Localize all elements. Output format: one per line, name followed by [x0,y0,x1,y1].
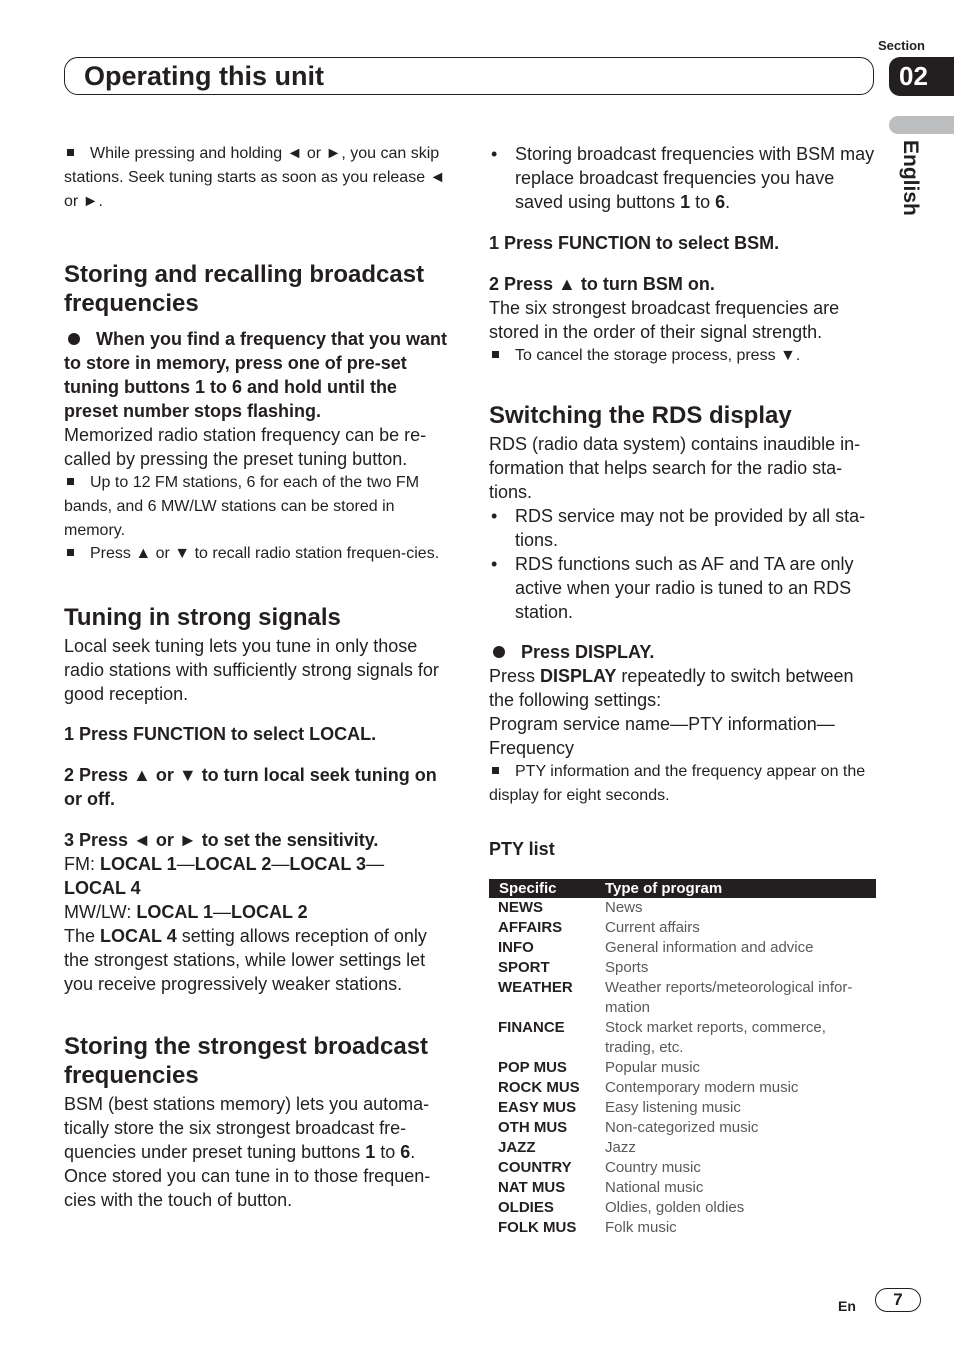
local4-explanation: The LOCAL 4 setting allows reception of only the strongest stations, while lower settings let you receive progressively weaker stations. [64,926,427,994]
tuning-step-1: 1 Press FUNCTION to select LOCAL. [64,724,377,744]
section-label: Section [878,38,925,53]
pty-description: Jazz [605,1139,636,1156]
heading-strongest-broadcast: Storing the strongest broadcast frequencies [64,1033,429,1089]
pty-code: ROCK MUS [498,1079,580,1096]
bsm-bullet: • Storing broadcast frequencies with BSM may replace broadcast frequencies you have saved using buttons 1 to 6. [491,144,875,212]
pty-description: Easy listening music [605,1099,741,1116]
table-row [489,1078,876,1098]
fm-sensitivity: FM: LOCAL 1—LOCAL 2—LOCAL 3— LOCAL 4 [64,854,385,898]
table-row [489,918,876,938]
square-bullet-icon [67,478,74,485]
tuning-step-2: 2 Press ▲ or ▼ to turn local seek tuning on or off. [64,765,437,809]
heading-storing-recalling: Storing and recalling broadcast frequencies [64,261,425,317]
table-row [489,978,876,1018]
pty-code: POP MUS [498,1059,567,1076]
pty-description: Folk music [605,1219,677,1236]
bsm-body: BSM (best stations memory) lets you automa-tically store the six strongest broadcast fre-quencies under preset tuning buttons 1 to 6. Once stored you can tune in to those frequen-cies with the touch of button. [64,1094,431,1210]
pty-code: NAT MUS [498,1179,566,1196]
page-title: Operating this unit [84,61,324,91]
heading-tuning-strong: Tuning in strong signals [64,604,341,631]
pty-description: Weather reports/meteorological infor-mation [605,979,853,1016]
square-bullet-icon [492,351,499,358]
pty-description: National music [605,1179,704,1196]
page-number: 7 [875,1288,921,1312]
table-row [489,1198,876,1218]
pty-description: Popular music [605,1059,701,1076]
language-tab [889,116,954,134]
pty-description: Oldies, golden oldies [605,1199,745,1216]
right-column [489,142,877,861]
store-note-1: Up to 12 FM stations, 6 for each of the two FM bands, and 6 MW/LW stations can be stored in memory. [64,474,420,539]
table-row [489,958,876,978]
rds-note: PTY information and the frequency appear on the display for eight seconds. [489,763,866,804]
square-bullet-icon [67,549,74,556]
pty-description: Contemporary modern music [605,1079,799,1096]
pty-code: AFFAIRS [498,919,563,936]
bullet-dot-icon: • [491,144,498,164]
store-body: Memorized radio station frequency can be re-called by pressing the preset tuning button. [64,425,427,469]
table-row [489,898,876,918]
intro-note: While pressing and holding ◄ or ►, you can skip stations. Seek tuning starts as soon as you release ◄ or ►. [64,145,446,210]
pty-code: OTH MUS [498,1119,568,1136]
pty-header-type: Type of program [605,880,723,897]
bsm-cancel-note: To cancel the storage process, press ▼. [489,344,877,368]
pty-code: WEATHER [498,979,573,996]
pty-table [489,879,876,1238]
table-row [489,1058,876,1078]
pty-code: SPORT [498,959,550,976]
rds-sequence: Program service name—PTY information—Frequency [489,714,835,758]
rds-body: RDS (radio data system) contains inaudible in-formation that helps search for the radio sta-tions. [489,434,861,502]
table-row [489,1138,876,1158]
pty-description: Non-categorized music [605,1119,759,1136]
pty-description: Current affairs [605,919,700,936]
table-row [489,1118,876,1138]
bullet-dot-icon: • [491,554,498,574]
rds-press-display: Press DISPLAY repeatedly to switch between the following settings: [489,666,854,710]
footer-language: En [838,1298,856,1314]
pty-table-header [489,879,876,898]
store-note-2: Press ▲ or ▼ to recall radio station frequen-cies. [64,542,454,566]
table-row [489,938,876,958]
pty-description: General information and advice [605,939,814,956]
rds-step: Press DISPLAY. [489,640,877,664]
heading-rds-display: Switching the RDS display [489,402,792,429]
pty-description: Stock market reports, commerce, trading, etc. [605,1019,826,1056]
mwlw-sensitivity: MW/LW: LOCAL 1—LOCAL 2 [64,902,308,922]
bsm-result: The six strongest broadcast frequencies are stored in the order of their signal strength. [489,298,840,342]
rds-bullet-1: • RDS service may not be provided by all sta-tions. [491,506,866,550]
square-bullet-icon [67,149,74,156]
pty-list-heading: PTY list [489,839,555,859]
filled-circle-icon [493,646,505,658]
left-column [64,142,454,1212]
pty-code: EASY MUS [498,1099,577,1116]
pty-code: FOLK MUS [498,1219,577,1236]
language-label: English [899,140,922,216]
square-bullet-icon [492,767,499,774]
tuning-step-3: 3 Press ◄ or ► to set the sensitivity. [64,830,379,850]
table-row [489,1018,876,1058]
store-step: When you find a frequency that you want to store in memory, press one of pre-set tuning buttons 1 to 6 and hold until the preset number stops flashing. [64,329,448,421]
section-number-badge: 02 [889,57,954,96]
pty-code: INFO [498,939,534,956]
bsm-step-2: 2 Press ▲ to turn BSM on. [489,274,715,294]
pty-code: FINANCE [498,1019,565,1036]
pty-header-code: Specific [499,880,557,897]
bullet-dot-icon: • [491,506,498,526]
pty-description: News [605,899,643,916]
rds-bullet-2: • RDS functions such as AF and TA are only active when your radio is tuned to an RDS station. [491,554,854,622]
pty-code: COUNTRY [498,1159,572,1176]
pty-code: JAZZ [498,1139,536,1156]
filled-circle-icon [68,333,80,345]
table-row [489,1098,876,1118]
table-row [489,1218,876,1238]
pty-description: Country music [605,1159,701,1176]
table-row [489,1158,876,1178]
tuning-body: Local seek tuning lets you tune in only those radio stations with sufficiently strong signals for good reception. [64,636,439,704]
bsm-step-1: 1 Press FUNCTION to select BSM. [489,233,780,253]
pty-code: OLDIES [498,1199,554,1216]
table-row [489,1178,876,1198]
pty-description: Sports [605,959,649,976]
pty-code: NEWS [498,899,543,916]
